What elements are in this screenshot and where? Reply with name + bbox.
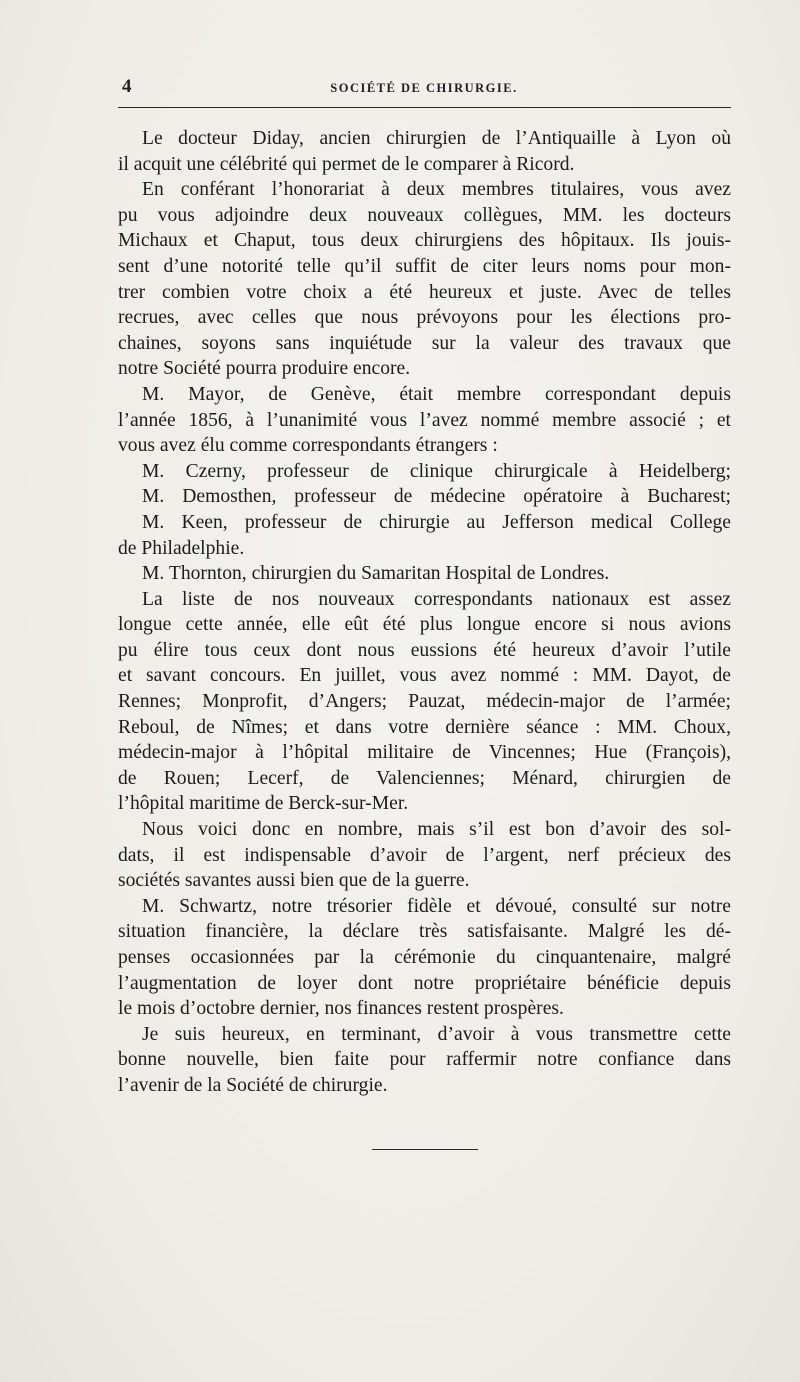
- text-line: M. Mayor, de Genève, était membre correspondant depuis: [142, 383, 731, 405]
- text-line: de Rouen; Lecerf, de Valenciennes; Ménard, chirurgien de: [118, 767, 731, 789]
- text-line: pu élire tous ceux dont nous eussions été heureux d’avoir l’utile: [118, 639, 731, 661]
- text-line: Rennes; Monprofit, d’Angers; Pauzat, médecin-major de l’armée;: [118, 691, 731, 713]
- page-header: [118, 76, 730, 100]
- page-number: 4: [122, 76, 132, 97]
- text-line: M. Thornton, chirurgien du Samaritan Hospital de Londres.: [142, 563, 610, 585]
- text-line: bonne nouvelle, bien faite pour raffermir notre confiance dans: [118, 1049, 731, 1071]
- text-line: l’hôpital maritime de Berck-sur-Mer.: [118, 793, 409, 815]
- text-line: et savant concours. En juillet, vous avez nommé : MM. Dayot, de: [118, 665, 731, 687]
- text-line: pu vous adjoindre deux nouveaux collègues, MM. les docteurs: [118, 204, 731, 226]
- text-line: M. Keen, professeur de chirurgie au Jefferson medical College: [142, 511, 731, 533]
- text-line: En conférant l’honorariat à deux membres titulaires, vous avez: [142, 179, 731, 201]
- text-line: Le docteur Diday, ancien chirurgien de l’Antiquaille à Lyon où: [142, 128, 731, 149]
- running-title: SOCIÉTÉ DE CHIRURGIE.: [330, 81, 518, 95]
- text-line: M. Demosthen, professeur de médecine opératoire à Bucharest;: [142, 486, 731, 508]
- text-line: vous avez élu comme correspondants étrangers :: [118, 435, 498, 457]
- text-line: La liste de nos nouveaux correspondants nationaux est assez: [142, 588, 731, 610]
- text-line: penses occasionnées par la cérémonie du cinquantenaire, malgré: [118, 947, 731, 968]
- text-line: dats, il est indispensable d’avoir de l’argent, nerf précieux des: [118, 844, 731, 866]
- text-line: l’augmentation de loyer dont notre propriétaire bénéficie depuis: [118, 972, 731, 994]
- text-line: médecin-major à l’hôpital militaire de Vincennes; Hue (François),: [118, 742, 731, 764]
- text-line: recrues, avec celles que nous prévoyons pour les élections pro-: [118, 307, 731, 329]
- text-line: le mois d’octobre dernier, nos finances restent prospères.: [118, 998, 564, 1020]
- text-line: de Philadelphie.: [118, 537, 245, 559]
- text-line: sociétés savantes aussi bien que de la guerre.: [118, 870, 470, 892]
- text-line: Je suis heureux, en terminant, d’avoir à vous transmettre cette: [142, 1023, 731, 1045]
- text-line: M. Schwartz, notre trésorier fidèle et dévoué, consulté sur notre: [142, 895, 731, 917]
- text-line: longue cette année, elle eût été plus longue encore si nous avions: [118, 614, 731, 636]
- text-line: situation financière, la déclare très satisfaisante. Malgré les dé-: [118, 921, 731, 943]
- section-end-divider: [372, 1149, 478, 1150]
- text-line: M. Czerny, professeur de clinique chirurgicale à Heidelberg;: [142, 460, 731, 482]
- text-line: l’année 1856, à l’unanimité vous l’avez nommé membre associé ; et: [118, 409, 731, 431]
- text-line: Reboul, de Nîmes; et dans votre dernière séance : MM. Choux,: [118, 716, 731, 738]
- text-line: notre Société pourra produire encore.: [118, 358, 411, 380]
- text-line: sent d’une notorité telle qu’il suffit de citer leurs noms pour mon-: [118, 255, 731, 277]
- text-line: Michaux et Chaput, tous deux chirurgiens des hôpitaux. Ils jouis-: [118, 230, 731, 252]
- header-divider: [118, 107, 731, 108]
- text-line: l’avenir de la Société de chirurgie.: [118, 1074, 388, 1096]
- text-line: chaines, soyons sans inquiétude sur la valeur des travaux que: [118, 332, 731, 354]
- body-text: [118, 126, 731, 1099]
- text-line: Nous voici donc en nombre, mais s’il est bon d’avoir des sol-: [142, 819, 731, 841]
- text-line: trer combien votre choix a été heureux et juste. Avec de telles: [118, 281, 731, 303]
- text-line: il acquit une célébrité qui permet de le comparer à Ricord.: [118, 153, 575, 175]
